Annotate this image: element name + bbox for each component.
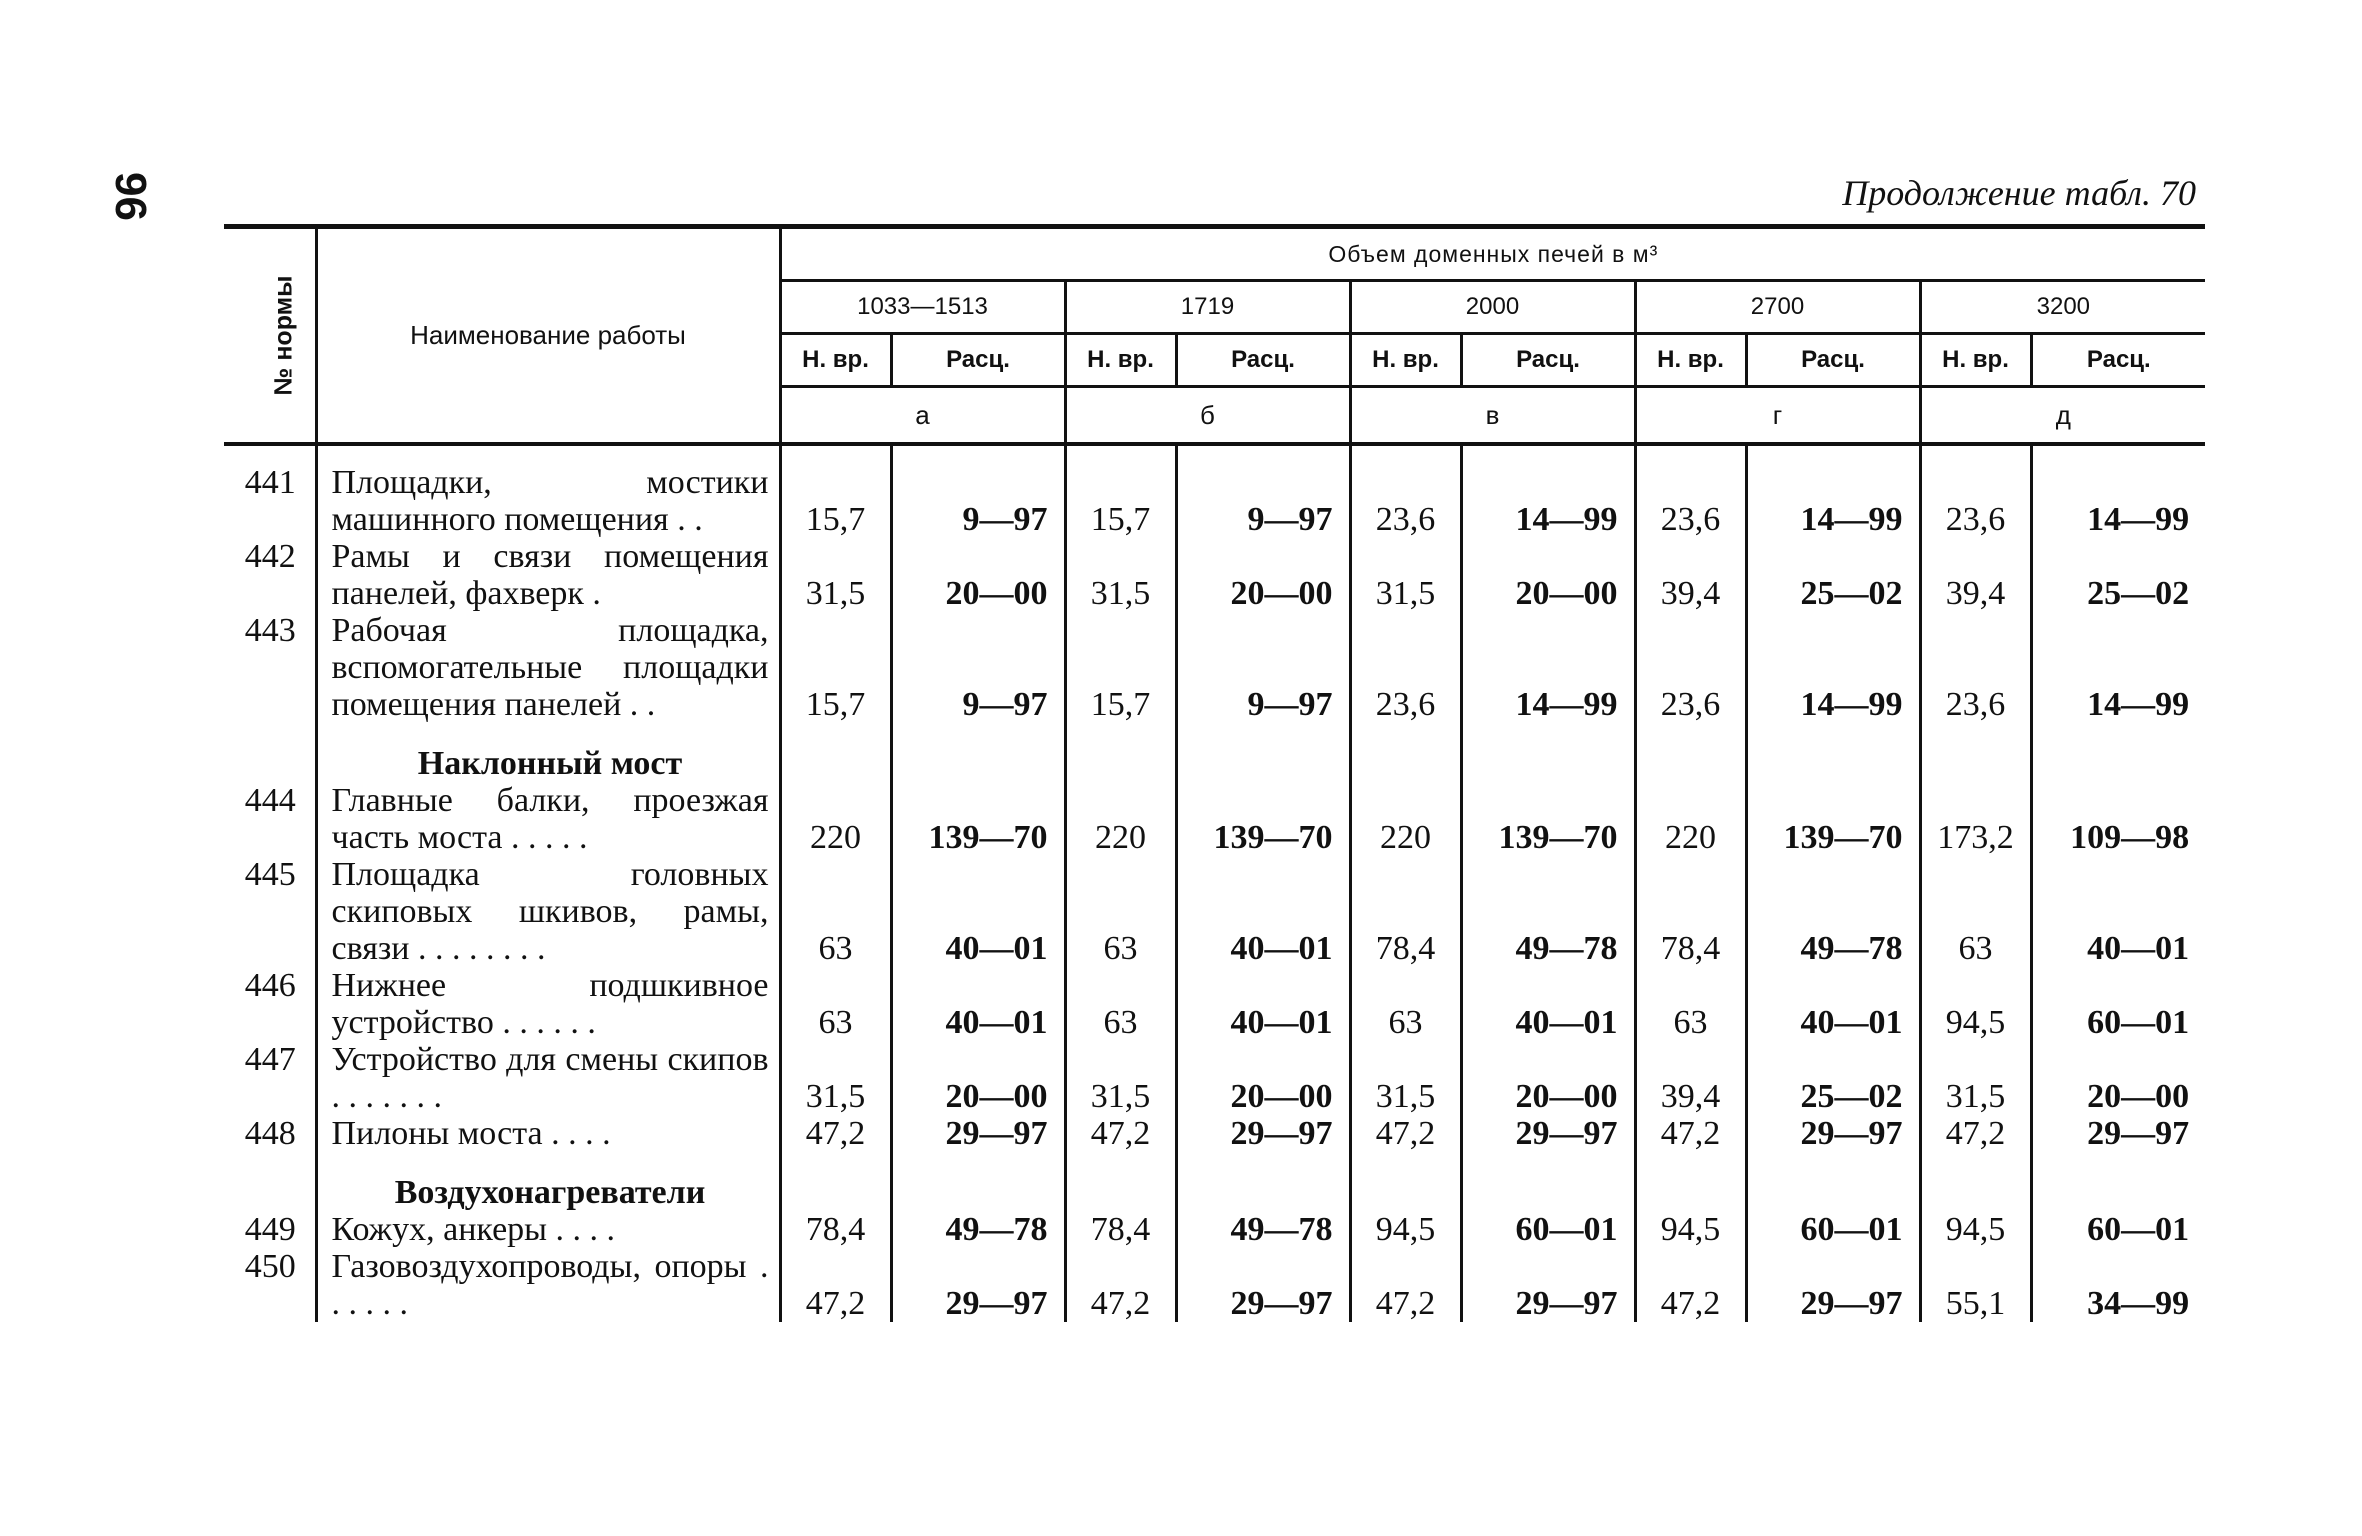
rate-cell: 40—01 <box>891 967 1065 1041</box>
rate-cell: 29—97 <box>1176 1248 1350 1322</box>
time-norm-cell: 31,5 <box>780 538 891 612</box>
table-row <box>224 612 2205 723</box>
column-letter-a: а <box>780 387 1065 445</box>
time-norm-cell: 15,7 <box>1065 444 1176 538</box>
norm-number: 446 <box>224 967 316 1041</box>
time-norm-cell: 47,2 <box>1635 1115 1746 1152</box>
rate-cell: 14—99 <box>1461 612 1635 723</box>
hr-header-v: Н. вр. <box>1350 334 1461 387</box>
norm-number-label: № нормы <box>269 275 298 396</box>
hr-header-b: Н. вр. <box>1065 334 1176 387</box>
rate-cell: 9—97 <box>1176 444 1350 538</box>
column-letter-v: в <box>1350 387 1635 445</box>
time-norm-cell: 63 <box>1635 967 1746 1041</box>
empty-cell <box>2031 723 2205 782</box>
rate-cell: 29—97 <box>1461 1115 1635 1152</box>
rate-cell: 25—02 <box>2087 575 2190 612</box>
rate-cell: 20—00 <box>1461 1041 1635 1115</box>
norm-number-cell <box>224 723 316 782</box>
rate-cell: 20—00 <box>1461 538 1635 612</box>
time-norm-cell: 173,2 <box>1920 782 2031 856</box>
rate-cell: 49—78 <box>1461 856 1635 967</box>
rate-cell: 25—02 <box>1746 1041 1920 1115</box>
time-norm-cell: 31,5 <box>1065 1041 1176 1115</box>
work-name: Главные балки, проезжая часть моста . . . . . <box>316 782 780 856</box>
time-norm-cell: 63 <box>1065 967 1176 1041</box>
empty-cell <box>1065 1152 1176 1211</box>
time-norm-cell: 47,2 <box>1065 1248 1176 1322</box>
time-norm-cell: 55,1 <box>1920 1248 2031 1322</box>
time-norm-cell: 220 <box>1065 782 1176 856</box>
time-norm-cell: 78,4 <box>1350 856 1461 967</box>
time-norm-cell: 47,2 <box>1350 1115 1461 1152</box>
rate-cell: 20—00 <box>891 538 1065 612</box>
rate-cell: 14—99 <box>2087 686 2190 723</box>
empty-cell <box>1635 1152 1746 1211</box>
rate-cell: 139—70 <box>1461 782 1635 856</box>
time-norm-cell: 94,5 <box>1920 1211 2031 1248</box>
section-title: Воздухонагреватели <box>316 1152 780 1211</box>
empty-cell <box>891 723 1065 782</box>
time-norm-cell: 15,7 <box>780 612 891 723</box>
time-norm-cell: 31,5 <box>1065 538 1176 612</box>
page-number: 96 <box>106 172 155 221</box>
time-norm-cell: 31,5 <box>1350 1041 1461 1115</box>
rate-cell: 49—78 <box>1176 1211 1350 1248</box>
rate-cell: 14—99 <box>1746 612 1920 723</box>
work-name-header: Наименование работы <box>316 227 780 445</box>
rate-cell: 49—78 <box>1746 856 1920 967</box>
time-norm-cell: 47,2 <box>1635 1248 1746 1322</box>
volume-header: Объем доменных печей в м³ <box>780 227 2205 281</box>
empty-cell <box>1635 723 1746 782</box>
table-caption: Продолжение табл. 70 <box>1842 173 2196 213</box>
table-row <box>224 1041 2205 1115</box>
rate-cell: 60—01 <box>2087 1211 2190 1248</box>
rate-cell: 20—00 <box>1176 538 1350 612</box>
column-letter-b: б <box>1065 387 1350 445</box>
empty-cell <box>1920 723 2031 782</box>
work-name: Рамы и связи помещения панелей, фахверк . <box>316 538 780 612</box>
empty-cell <box>891 1152 1065 1211</box>
norm-number-cell <box>224 1152 316 1211</box>
time-norm-cell: 39,4 <box>1635 538 1746 612</box>
work-name: Рабочая площадка, вспомогательные площадки помещения панелей . . <box>316 612 780 723</box>
norm-number-header <box>224 227 316 445</box>
time-norm-cell: 15,7 <box>1065 612 1176 723</box>
hr-header-a: Н. вр. <box>780 334 891 387</box>
rate-cell: 109—98 <box>2070 819 2190 856</box>
rate-cell: 9—97 <box>891 444 1065 538</box>
time-norm-cell: 63 <box>1920 856 2031 967</box>
time-norm-cell: 23,6 <box>1920 612 2031 723</box>
rate-cell: 139—70 <box>891 782 1065 856</box>
time-norm-cell: 220 <box>1350 782 1461 856</box>
rate-cell: 14—99 <box>2087 501 2190 538</box>
rate-cell: 25—02 <box>1746 538 1920 612</box>
time-norm-cell: 15,7 <box>780 444 891 538</box>
work-name: Газовоздухопроводы, опоры . . . . . . <box>316 1248 780 1322</box>
time-norm-cell: 23,6 <box>1635 444 1746 538</box>
empty-cell <box>780 723 891 782</box>
time-norm-cell: 39,4 <box>1635 1041 1746 1115</box>
rate-cell: 29—97 <box>891 1115 1065 1152</box>
rate-cell: 20—00 <box>891 1041 1065 1115</box>
volume-5: 3200 <box>1920 281 2205 334</box>
norm-number: 448 <box>224 1115 316 1152</box>
norm-number: 441 <box>224 444 316 538</box>
table-row <box>224 538 2205 612</box>
time-norm-cell: 94,5 <box>1920 967 2031 1041</box>
section-title: Наклонный мост <box>316 723 780 782</box>
work-name: Пилоны моста . . . . <box>316 1115 780 1152</box>
time-norm-cell: 47,2 <box>1350 1248 1461 1322</box>
time-norm-cell: 31,5 <box>780 1041 891 1115</box>
time-norm-cell: 78,4 <box>780 1211 891 1248</box>
time-norm-cell: 63 <box>1065 856 1176 967</box>
rate-cell: 14—99 <box>1461 444 1635 538</box>
time-norm-cell: 23,6 <box>1350 612 1461 723</box>
column-letter-d: д <box>1920 387 2205 445</box>
rate-cell: 29—97 <box>1461 1248 1635 1322</box>
work-name: Нижнее подшкивное устройство . . . . . . <box>316 967 780 1041</box>
table-row <box>224 444 2205 538</box>
rate-cell: 40—01 <box>1461 967 1635 1041</box>
rate-cell: 9—97 <box>891 612 1065 723</box>
rate-header-b: Расц. <box>1176 334 1350 387</box>
table-row <box>224 967 2205 1041</box>
rate-cell: 29—97 <box>2087 1115 2190 1152</box>
norm-number: 450 <box>224 1248 316 1322</box>
hr-header-d: Н. вр. <box>1920 334 2031 387</box>
rate-cell: 29—97 <box>1746 1248 1920 1322</box>
rate-cell: 40—01 <box>2087 930 2190 967</box>
empty-cell <box>1350 1152 1461 1211</box>
rate-cell: 9—97 <box>1176 612 1350 723</box>
rate-cell: 139—70 <box>1176 782 1350 856</box>
norm-number: 447 <box>224 1041 316 1115</box>
empty-cell <box>1350 723 1461 782</box>
time-norm-cell: 39,4 <box>1920 538 2031 612</box>
rate-cell: 40—01 <box>1176 967 1350 1041</box>
volume-2: 1719 <box>1065 281 1350 334</box>
empty-cell <box>2031 1152 2205 1211</box>
table-row <box>224 1211 2205 1248</box>
norm-number: 445 <box>224 856 316 967</box>
rate-cell: 40—01 <box>1176 856 1350 967</box>
norm-number: 442 <box>224 538 316 612</box>
time-norm-cell: 220 <box>780 782 891 856</box>
time-norm-cell: 220 <box>1635 782 1746 856</box>
rate-cell: 29—97 <box>1746 1115 1920 1152</box>
volume-4: 2700 <box>1635 281 1920 334</box>
rate-cell: 40—01 <box>891 856 1065 967</box>
time-norm-cell: 63 <box>1350 967 1461 1041</box>
table-row <box>224 782 2205 856</box>
rate-cell: 60—01 <box>1746 1211 1920 1248</box>
rate-header-a: Расц. <box>891 334 1065 387</box>
norm-number: 449 <box>224 1211 316 1248</box>
work-name: Площадка головных скиповых шкивов, рамы, связи . . . . . . . . <box>316 856 780 967</box>
rate-cell: 20—00 <box>1176 1041 1350 1115</box>
time-norm-cell: 47,2 <box>780 1115 891 1152</box>
empty-cell <box>780 1152 891 1211</box>
rate-cell: 139—70 <box>1746 782 1920 856</box>
time-norm-cell: 94,5 <box>1635 1211 1746 1248</box>
rate-cell: 14—99 <box>1746 444 1920 538</box>
work-name: Кожух, анкеры . . . . <box>316 1211 780 1248</box>
empty-cell <box>1461 1152 1635 1211</box>
time-norm-cell: 94,5 <box>1350 1211 1461 1248</box>
rate-header-d: Расц. <box>2031 334 2205 387</box>
work-name: Площадки, мостики машинного помещения . . <box>316 444 780 538</box>
rate-header-v: Расц. <box>1461 334 1635 387</box>
empty-cell <box>1746 1152 1920 1211</box>
table-body <box>224 444 2205 1322</box>
norm-number: 444 <box>224 782 316 856</box>
section-row <box>224 723 2205 782</box>
section-row <box>224 1152 2205 1211</box>
rate-cell: 60—01 <box>2087 1004 2190 1041</box>
empty-cell <box>1746 723 1920 782</box>
rate-cell: 49—78 <box>891 1211 1065 1248</box>
time-norm-cell: 23,6 <box>1920 444 2031 538</box>
empty-cell <box>1065 723 1176 782</box>
rate-cell: 29—97 <box>891 1248 1065 1322</box>
time-norm-cell: 63 <box>780 967 891 1041</box>
rate-cell: 60—01 <box>1461 1211 1635 1248</box>
time-norm-cell: 63 <box>780 856 891 967</box>
hr-header-g: Н. вр. <box>1635 334 1746 387</box>
time-norm-cell: 47,2 <box>1920 1115 2031 1152</box>
norm-number: 443 <box>224 612 316 723</box>
work-name: Устройство для смены скипов . . . . . . . <box>316 1041 780 1115</box>
empty-cell <box>1176 1152 1350 1211</box>
rate-cell: 40—01 <box>1746 967 1920 1041</box>
rate-header-g: Расц. <box>1746 334 1920 387</box>
time-norm-cell: 47,2 <box>1065 1115 1176 1152</box>
rate-cell: 29—97 <box>1176 1115 1350 1152</box>
time-norm-cell: 31,5 <box>1350 538 1461 612</box>
time-norm-cell: 31,5 <box>1920 1041 2031 1115</box>
empty-cell <box>1920 1152 2031 1211</box>
rate-cell: 34—99 <box>2087 1285 2190 1322</box>
time-norm-cell: 78,4 <box>1065 1211 1176 1248</box>
time-norm-cell: 47,2 <box>780 1248 891 1322</box>
rate-cell: 20—00 <box>2087 1078 2190 1115</box>
column-letter-g: г <box>1635 387 1920 445</box>
table-row <box>224 1115 2205 1152</box>
table-row <box>224 1248 2205 1322</box>
time-norm-cell: 78,4 <box>1635 856 1746 967</box>
time-norm-cell: 23,6 <box>1635 612 1746 723</box>
empty-cell <box>1461 723 1635 782</box>
volume-1: 1033—1513 <box>780 281 1065 334</box>
time-norm-cell: 23,6 <box>1350 444 1461 538</box>
table-row <box>224 856 2205 967</box>
norms-table <box>224 224 2205 1322</box>
empty-cell <box>1176 723 1350 782</box>
volume-3: 2000 <box>1350 281 1635 334</box>
